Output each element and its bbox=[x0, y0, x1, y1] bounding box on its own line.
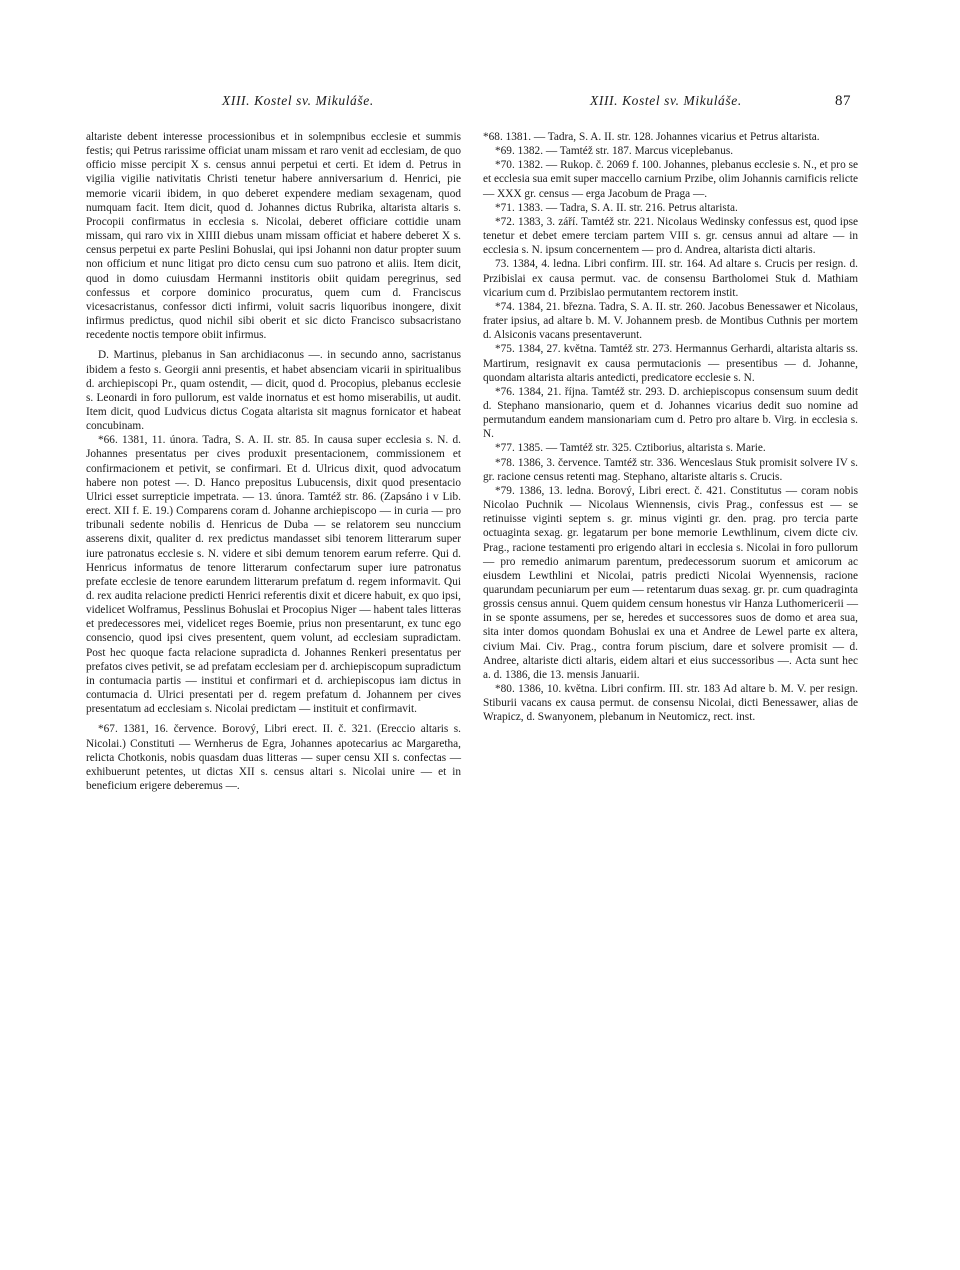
paragraph: altariste debent interesse processionibus et in solempnibus ecclesie et summis festis; qui Petrus rarissime officiat unam missam et raro venit ad ecclesiam, de quo officio misse percipit X s. census annui perpetui et certi. Et idem d. Petrus in vigilia vigilie nativitatis Christi tenetur habere anniversarium d. Henrici, pie memorie vicarii ibidem, in quo deberet expendere mediam sexagenam, quod numquam facit. Item dicit, quod d. Johannes dictus Rubrika, altarista altaris s. Procopii confirmatus in ecclesia s. Nicolai, deberet officiare cottidie unam missam, qui raro vix in XIIII diebus unam missam officiat et habere deberet X s. census perpetui ex parte Peslini Bohuslai, qui ipsi Johanni non datur propter suum non officium et nunc litigat pro dicto censu cum suo patrono et aliis. Item dicit, quod in domo cuiusdam Hermanni institoris obiit quidam peregrinus, sed confessus et corpore dominico procuratus, quem cum d. Franciscus vicesacristanus, confessor dicti infirmi, voluit sacris liquoribus inongere, dixit infirmus predictus, quod nichil sibi oberit et sic dicto Francisco subsacristano recedente noctis tempore obiit infirmus. bbox=[86, 131, 461, 342]
running-header bbox=[0, 93, 960, 113]
paragraph: *67. 1381, 16. července. Borový, Libri erect. II. č. 321. (Ereccio altaris s. Nicolai.) Constituti — Wernherus de Egra, Johannes apotecarius ac Margaretha, relicta Chotkonis, nobis quasdam duas litteras — super censu XII s. confectas — exhibuerunt petentes, ut dictas XII s. census altari s. Nicolai unire — et in beneficium erigere deberemus —. bbox=[86, 723, 461, 793]
entry-79: *79. 1386, 13. ledna. Borový, Libri erect. č. 421. Constitutus — coram nobis Nicolao Puchnik — Nicolaus Wiennensis, civis Prag., confessus est — se retinuisse viginti septem s. gr. minus viginti gr. den. prag. pro tercia parte octuaginta sexag. gr. legatarum per bone memorie Lewthlinum, civem dicte civ. Prag., racione testamenti pro erigendo altari in ecclesia s. Nicolai in foro pullorum — pro remedio animarum parentum, predecessorum suorum et amicorum ac eiusdem Lewthlini et Nicolai, patris predicti Nicolai Wyennensis, racione quarundam pecuniarum per eum — retentarum duas sexag. gr. pr. cum quadraginta grossis census annui. Quem quidem censum honestus vir Hanza Luthomericerii — in se sponte assumens, per se, heredes et successores suos de domo et area sua, sita inter domos quondam Bohuslai ex una et Andree de Lewel parte ex altera, civium Mai. Civ. Prag., contra forum piscium, dare et solvere promisit — d. Andree, altariste dicti altaris, eidem altari et eius successoribus —. Acta sunt hec a. d. 1386, die 13. mensis Januarii. bbox=[483, 484, 858, 681]
paragraph: *66. 1381, 11. února. Tadra, S. A. II. str. 85. In causa super ecclesia s. N. d. Johannes presentatus per cives produxit presentacionem, commissionem et confirmacionem et petivit, se confirmari. Et d. Ulricus dixit, quod advocatum habere non potest —. D. Hanco prepositus Lubucensis, dixit quod presentacio Ulrici esset surrepticie impetrata. — 13. února. Tamtéž str. 86. (Zapsáno i v Lib. erect. XII f. E. 19.) Comparens coram d. Johanne archiepiscopo — in curia — pro tribunali sedente nobilis d. Henricus de Duba — se relatorem seu nunccium asserens dixit, qualiter d. rex predictus mandasset sibi tenorem litterarum super iure patronatus ecclesie s. N. videre et sibi demum tenorem earum referre. Qui d. Henricus informatus de tenore litterarum confectarum super iure patronatus prefate ecclesie de tenore earundem litterarum prefatum d. regem informavit. Qui d. rex audita relacione predicti Henrici referentis dixit et dicere habuit, ex quo ipsi, videlicet Wolframus, Pesslinus Bohuslai et Procopius Niger — habent tales litteras et predecessores mei, videlicet reges Boemie, prius non presentarunt, ex tunc ego consencio, quod ipsi cives presentent, quem volunt, ad ecclesiam supradictam. Post hec quoque facta relacione supradicta d. Johannes Renkeri presentatus per prefatos cives petivit, se ad prefatam ecclesiam per d. archiepiscopum supradictum in contumacia partis — institui et confirmari et d. archiepiscopus iam dictus in contumacia d. Ulrici presentati per d. regem prefatum d. Johannem per cives presentatum ad ecclesiam s. Nicolai predictam — instituit et confirmavit. bbox=[86, 434, 461, 716]
right-column bbox=[483, 130, 858, 725]
entry-80: *80. 1386, 10. května. Libri confirm. III. str. 183 Ad altare b. M. V. per resign. Stiburii vacans ex causa permut. de consensu Nicolai, dicti Benessawer, alias de Wrapicz, d. Swanyonem, plebanum in Neutomicz, rect. inst. bbox=[483, 683, 858, 724]
entry-75: *75. 1384, 27. května. Tamtéž str. 273. Hermannus Gerhardi, altarista altaris ss. Martirum, resignavit ex causa permutacionis — presentibus — d. Johanne, quondam altarista altaris antedicti, predicatore ecclesie s. N. bbox=[483, 343, 858, 384]
entry-70: *70. 1382. — Rukop. č. 2069 f. 100. Johannes, plebanus ecclesie s. N., et pro se et ecclesia sua emit super maccello carnium Przibe, olim Johannis carnificis relicte — XXX gr. census — erga Jacobum de Praga —. bbox=[483, 159, 858, 200]
entry-73: 73. 1384, 4. ledna. Libri confirm. III. str. 164. Ad altare s. Crucis per resign. d. Przibislai ex causa permut. vac. de consensu Bartholomei Stuk d. Mathiam vicarium cum d. Przibislao permutantem rectorem instit. bbox=[483, 258, 858, 299]
running-title-right: XIII. Kostel sv. Mikuláše. bbox=[590, 93, 742, 108]
entry-72: *72. 1383, 3. září. Tamtéž str. 221. Nicolaus Wedinsky confessus est, quod ipse tenetur et debet emere terciam partem VIII s. gr. census annui ad altare — in ecclesia s. N. ipsum concernentem — pro d. Andrea, altarista dicti altaris. bbox=[483, 215, 858, 257]
paragraph: D. Martinus, plebanus in San archidiaconus —. in secundo anno, sacristanus ibidem a festo s. Georgii anni presentis, et habet absenciam vicarii in spiritualibus d. archiepiscopi Pr., quam ostendit, — dicit, quod d. Procopius, plebanus ecclesie s. Leonardi in foro pullorum, est valde inornatus et est homo miserabilis, ut audit. Item dicit, quod Ludvicus dictus Cogata altarista sit magnus fornicator et habeat concubinam. bbox=[86, 349, 461, 433]
entry-68: *68. 1381. — Tadra, S. A. II. str. 128. Johannes vicarius et Petrus altarista. bbox=[483, 131, 820, 143]
left-column bbox=[86, 130, 461, 793]
entry-76: *76. 1384, 21. října. Tamtéž str. 293. D. archiepiscopus consensum suum dedit d. Stephano mansionario, quem et d. Johannes vicarius dedit suo nomine ad permutandum eandem mansionariam cum d. Petro pro altare b. Virg. in ecclesia s. N. bbox=[483, 385, 858, 441]
entry-74: *74. 1384, 21. března. Tadra, S. A. II. str. 260. Jacobus Benessawer et Nicolaus, frater ipsius, ad altare b. M. V. Johannem presb. de Montibus Cuthnis per mortem d. Alsiconis vacans presentaverunt. bbox=[483, 300, 858, 342]
entry-77: *77. 1385. — Tamtéž str. 325. Cztiborius, altarista s. Marie. bbox=[495, 442, 766, 455]
running-title-left: XIII. Kostel sv. Mikuláše. bbox=[222, 93, 374, 108]
entry-78: *78. 1386, 3. července. Tamtéž str. 336. Wenceslaus Stuk promisit solvere IV s. gr. racione census retenti mag. Stephano, altariste altaris s. Crucis. bbox=[483, 456, 858, 483]
entry-71: *71. 1383. — Tadra, S. A. II. str. 216. Petrus altarista. bbox=[495, 201, 738, 214]
page-number: 87 bbox=[835, 93, 851, 109]
entry-69: *69. 1382. — Tamtéž str. 187. Marcus viceplebanus. bbox=[495, 145, 734, 158]
